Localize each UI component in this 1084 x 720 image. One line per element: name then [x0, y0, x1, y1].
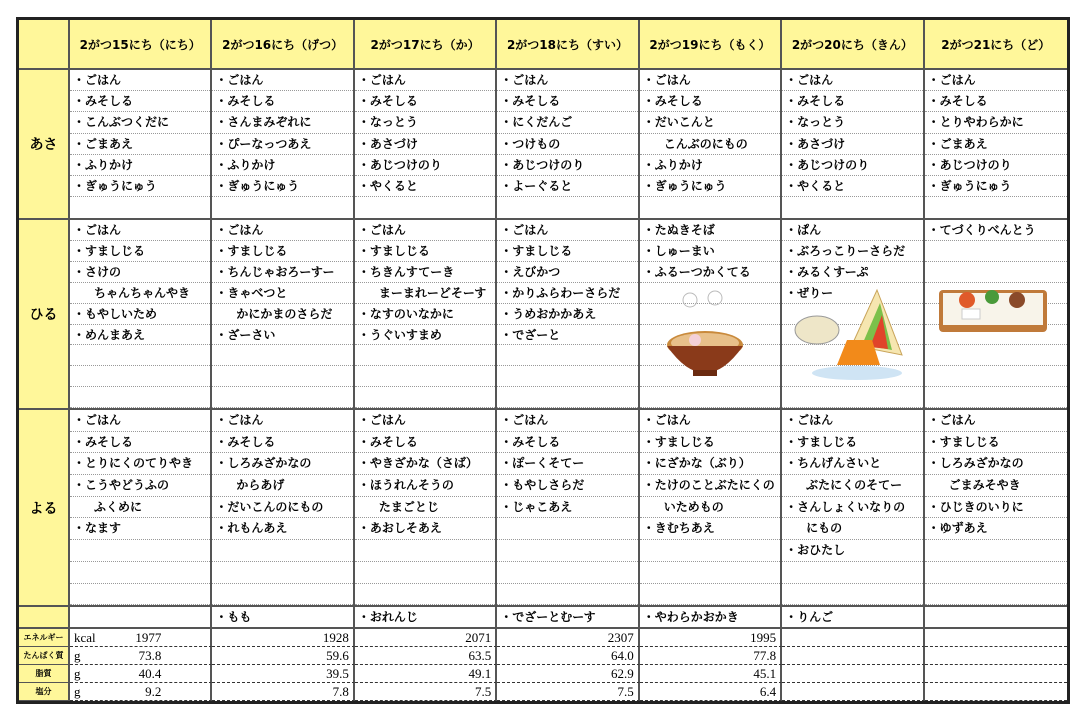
nutrition-number: 6.4	[759, 684, 777, 699]
empty-line	[355, 197, 495, 218]
nutrition-number: 45.1	[753, 666, 777, 681]
empty-line	[640, 540, 780, 562]
empty-line	[925, 345, 1067, 366]
dessert-cell	[640, 607, 782, 629]
menu-item: ・ごはん	[497, 70, 637, 91]
menu-item: ・めんまあえ	[70, 325, 210, 346]
menu-item: ・にざかな（ぶり）	[640, 453, 780, 475]
menu-cell	[782, 410, 924, 607]
meal-label: よる	[19, 410, 70, 607]
menu-item: ・ふりかけ	[640, 155, 780, 176]
menu-item: ・あじつけのり	[782, 155, 922, 176]
menu-item: ・おひたし	[782, 540, 922, 562]
empty-line	[497, 562, 637, 584]
dessert-item: ・りんご	[785, 610, 834, 624]
empty-line	[70, 387, 210, 408]
menu-item: ・すましじる	[782, 432, 922, 454]
sandwich-soup-jelly-illustration	[792, 285, 912, 389]
empty-line	[70, 584, 210, 606]
menu-item: ・みそしる	[70, 432, 210, 454]
unit-label: g	[74, 684, 81, 699]
day-header: 2がつ16にち（げつ）	[212, 20, 354, 70]
dessert-item: ・もも	[215, 610, 252, 624]
nutrition-number: 63.5	[468, 648, 492, 663]
empty-line	[497, 345, 637, 366]
menu-item: ・さんしょくいなりの	[782, 497, 922, 519]
menu-item: ・ちんじゃおろーすー	[212, 262, 352, 283]
menu-item: ・ふるーつかくてる	[640, 262, 780, 283]
menu-item: ・ごはん	[212, 70, 352, 91]
menu-item: まーまれーどそーす	[355, 283, 495, 304]
empty-line	[497, 540, 637, 562]
empty-line	[640, 197, 780, 218]
nutrition-number: 9.2	[145, 684, 162, 699]
nutrition-number: 7.8	[332, 684, 349, 699]
menu-item: ・すましじる	[925, 432, 1067, 454]
nutrition-value	[640, 647, 782, 665]
menu-item: ぶたにくのそてー	[782, 475, 922, 497]
menu-item: ・みそしる	[782, 91, 922, 112]
menu-cell	[70, 410, 212, 607]
empty-line	[355, 366, 495, 387]
bento-box-illustration	[937, 275, 1049, 344]
menu-item: ・すましじる	[497, 241, 637, 262]
empty-line	[925, 366, 1067, 387]
menu-item: ・ごはん	[355, 70, 495, 91]
menu-cell	[212, 70, 354, 220]
menu-item: ・なます	[70, 518, 210, 540]
unit-label: kcal	[74, 630, 96, 645]
empty-line	[640, 562, 780, 584]
menu-item: ・みそしる	[355, 91, 495, 112]
menu-item: ・ごはん	[70, 220, 210, 241]
nutrition-value	[497, 629, 639, 647]
nutrition-value	[925, 665, 1067, 683]
unit-label: g	[74, 648, 81, 663]
menu-item: ・ごはん	[925, 410, 1067, 432]
menu-item: ・えびかつ	[497, 262, 637, 283]
nutrition-value	[925, 647, 1067, 665]
empty-line	[925, 584, 1067, 606]
nutrition-label: 塩分	[19, 683, 70, 701]
empty-line	[355, 584, 495, 606]
menu-item: ・ごはん	[355, 410, 495, 432]
menu-cell	[497, 70, 639, 220]
menu-item: ・さんまみぞれに	[212, 112, 352, 133]
empty-line	[355, 562, 495, 584]
menu-item: ・ぜりー	[782, 283, 922, 304]
empty-line	[925, 540, 1067, 562]
nutrition-value	[70, 683, 212, 701]
menu-cell	[925, 410, 1067, 607]
menu-item: ・ごまあえ	[70, 134, 210, 155]
menu-item: ・ざーさい	[212, 325, 352, 346]
nutrition-value	[782, 665, 924, 683]
nutrition-value	[212, 629, 354, 647]
menu-item: ・れもんあえ	[212, 518, 352, 540]
meal-label: ひる	[19, 220, 70, 410]
empty-line	[70, 366, 210, 387]
menu-item: ・みそしる	[497, 432, 637, 454]
menu-item: ・ごはん	[497, 410, 637, 432]
menu-item: ・あじつけのり	[925, 155, 1067, 176]
menu-cell	[640, 410, 782, 607]
menu-item: ・ぶろっこりーさらだ	[782, 241, 922, 262]
menu-item: ・ごはん	[640, 70, 780, 91]
dessert-label	[19, 607, 70, 629]
menu-cell	[640, 220, 782, 410]
menu-item: ・ぎゅうにゅう	[640, 176, 780, 197]
menu-item: にもの	[782, 518, 922, 540]
empty-line	[497, 584, 637, 606]
day-header: 2がつ18にち（すい）	[497, 20, 639, 70]
empty-line	[212, 387, 352, 408]
menu-item: ・きゃべつと	[212, 283, 352, 304]
menu-cell	[212, 410, 354, 607]
day-header: 2がつ15にち（にち）	[70, 20, 212, 70]
menu-item: ・つけもの	[497, 134, 637, 155]
menu-item: ・ちきんすてーき	[355, 262, 495, 283]
nutrition-number: 73.8	[138, 648, 162, 663]
dessert-cell	[355, 607, 497, 629]
menu-item: ・よーぐると	[497, 176, 637, 197]
nutrition-label: 脂質	[19, 665, 70, 683]
nutrition-label: たんぱく質	[19, 647, 70, 665]
nutrition-value	[497, 665, 639, 683]
menu-item: ・やくると	[782, 176, 922, 197]
menu-item: ・なっとう	[355, 112, 495, 133]
menu-item: ・すましじる	[212, 241, 352, 262]
menu-item: ・ごまあえ	[925, 134, 1067, 155]
empty-line	[212, 562, 352, 584]
menu-item: ・ふりかけ	[70, 155, 210, 176]
empty-line	[925, 562, 1067, 584]
menu-item: ・もやしさらだ	[497, 475, 637, 497]
nutrition-value	[497, 647, 639, 665]
menu-item: ・ふりかけ	[212, 155, 352, 176]
menu-item: からあげ	[212, 475, 352, 497]
empty-line	[212, 366, 352, 387]
dessert-item: ・やわらかおかき	[642, 610, 739, 624]
empty-line	[640, 387, 780, 408]
menu-item: ・ぽーくそてー	[497, 453, 637, 475]
menu-item: ・ぎゅうにゅう	[70, 176, 210, 197]
nutrition-value	[70, 647, 212, 665]
menu-item: ・あさづけ	[355, 134, 495, 155]
nutrition-number: 1928	[322, 630, 349, 645]
nutrition-number: 2307	[607, 630, 634, 645]
menu-item: ごまみそやき	[925, 475, 1067, 497]
menu-item: ・みそしる	[640, 91, 780, 112]
nutrition-value	[782, 683, 924, 701]
menu-item: ・てづくりべんとう	[925, 220, 1067, 241]
nutrition-number: 1977	[135, 630, 162, 645]
nutrition-number: 49.1	[468, 666, 492, 681]
dessert-cell	[212, 607, 354, 629]
empty-line	[497, 518, 637, 540]
dessert-cell	[782, 607, 924, 629]
menu-item: ・きむちあえ	[640, 518, 780, 540]
menu-item: ・とりにくのてりやき	[70, 453, 210, 475]
corner-cell	[19, 20, 70, 70]
menu-item: こんぶのにもの	[640, 134, 780, 155]
empty-line	[925, 387, 1067, 408]
empty-line	[782, 562, 922, 584]
dessert-item: ・でざーとむーす	[500, 610, 596, 624]
menu-item: ・あさづけ	[782, 134, 922, 155]
menu-cell	[782, 70, 924, 220]
menu-item: ・こうやどうふの	[70, 475, 210, 497]
menu-item: ・ごはん	[212, 220, 352, 241]
nutrition-value	[640, 665, 782, 683]
nutrition-value	[355, 683, 497, 701]
menu-item: ふくめに	[70, 497, 210, 519]
empty-line	[355, 345, 495, 366]
menu-item: ・じゃこあえ	[497, 497, 637, 519]
nutrition-value	[640, 683, 782, 701]
dessert-cell	[70, 607, 212, 629]
menu-item: ・やくると	[355, 176, 495, 197]
menu-item: かにかまのさらだ	[212, 304, 352, 325]
menu-cell	[497, 220, 639, 410]
nutrition-number: 2071	[465, 630, 492, 645]
menu-item: ・みそしる	[212, 432, 352, 454]
menu-item: ・ぎゅうにゅう	[212, 176, 352, 197]
empty-line	[212, 540, 352, 562]
menu-item: ・ごはん	[355, 220, 495, 241]
menu-item: ・ごはん	[497, 220, 637, 241]
menu-cell	[70, 70, 212, 220]
nutrition-value	[212, 683, 354, 701]
menu-item: ・あじつけのり	[497, 155, 637, 176]
nutrition-value	[355, 647, 497, 665]
empty-line	[212, 584, 352, 606]
menu-item: ・でざーと	[497, 325, 637, 346]
menu-item: ・ごはん	[212, 410, 352, 432]
day-header: 2がつ21にち（ど）	[925, 20, 1067, 70]
menu-item: ・みそしる	[497, 91, 637, 112]
nutrition-value	[782, 647, 924, 665]
nutrition-number: 1995	[750, 630, 777, 645]
empty-line	[212, 345, 352, 366]
menu-cell	[925, 220, 1067, 410]
menu-item: ・ごはん	[70, 70, 210, 91]
menu-item: いためもの	[640, 497, 780, 519]
nutrition-number: 40.4	[138, 666, 162, 681]
menu-item: ・こんぶつくだに	[70, 112, 210, 133]
menu-item: ・うめおかかあえ	[497, 304, 637, 325]
menu-cell	[497, 410, 639, 607]
empty-line	[70, 345, 210, 366]
menu-cell	[782, 220, 924, 410]
empty-line	[925, 197, 1067, 218]
empty-line	[70, 197, 210, 218]
nutrition-label: エネルギー	[19, 629, 70, 647]
empty-line	[782, 197, 922, 218]
day-header: 2がつ17にち（か）	[355, 20, 497, 70]
menu-cell	[212, 220, 354, 410]
menu-table	[16, 17, 1070, 704]
menu-item: ・ごはん	[782, 410, 922, 432]
menu-item: ・みそしる	[70, 91, 210, 112]
menu-item: ・ぎゅうにゅう	[925, 176, 1067, 197]
dessert-cell	[497, 607, 639, 629]
meal-label: あさ	[19, 70, 70, 220]
nutrition-value	[925, 629, 1067, 647]
nutrition-value	[212, 647, 354, 665]
menu-cell	[640, 70, 782, 220]
empty-line	[782, 584, 922, 606]
nutrition-value	[925, 683, 1067, 701]
menu-item: ・しろみざかなの	[212, 453, 352, 475]
menu-item: ・みるくすーぷ	[782, 262, 922, 283]
menu-cell	[355, 410, 497, 607]
empty-line	[355, 540, 495, 562]
menu-item: ・みそしる	[925, 91, 1067, 112]
empty-line	[212, 197, 352, 218]
menu-item: ・さけの	[70, 262, 210, 283]
nutrition-value	[355, 629, 497, 647]
dessert-cell	[925, 607, 1067, 629]
nutrition-value	[70, 665, 212, 683]
nutrition-number: 62.9	[610, 666, 634, 681]
menu-item: ・みそしる	[355, 432, 495, 454]
empty-line	[497, 366, 637, 387]
menu-item: ・もやしいため	[70, 304, 210, 325]
nutrition-value	[70, 629, 212, 647]
menu-item: ・ぱん	[782, 220, 922, 241]
menu-item: ・たけのことぶたにくの	[640, 475, 780, 497]
menu-item: ・やきざかな（さば）	[355, 453, 495, 475]
nutrition-number: 39.5	[326, 666, 349, 681]
menu-item: たまごとじ	[355, 497, 495, 519]
menu-item: ・にくだんご	[497, 112, 637, 133]
nutrition-value	[640, 629, 782, 647]
menu-item: ・あじつけのり	[355, 155, 495, 176]
menu-item: ・うぐいすまめ	[355, 325, 495, 346]
menu-item: ・ぴーなっつあえ	[212, 134, 352, 155]
nutrition-value	[782, 629, 924, 647]
menu-item: ・すましじる	[355, 241, 495, 262]
empty-line	[782, 387, 922, 408]
empty-line	[497, 387, 637, 408]
menu-item: ・ちんげんさいと	[782, 453, 922, 475]
menu-item: ・すましじる	[640, 432, 780, 454]
empty-line	[497, 197, 637, 218]
menu-item: ・ひじきのいりに	[925, 497, 1067, 519]
day-header: 2がつ20にち（きん）	[782, 20, 924, 70]
menu-item: ・ゆずあえ	[925, 518, 1067, 540]
nutrition-number: 7.5	[475, 684, 492, 699]
empty-line	[925, 241, 1067, 262]
menu-item: ・すましじる	[70, 241, 210, 262]
empty-line	[70, 540, 210, 562]
menu-cell	[925, 70, 1067, 220]
unit-label: g	[74, 666, 81, 681]
nutrition-number: 77.8	[753, 648, 777, 663]
menu-cell	[355, 70, 497, 220]
menu-item: ・とりやわらかに	[925, 112, 1067, 133]
nutrition-value	[497, 683, 639, 701]
menu-item: ・かりふらわーさらだ	[497, 283, 637, 304]
empty-line	[70, 562, 210, 584]
nutrition-value	[355, 665, 497, 683]
menu-item: ・なすのいなかに	[355, 304, 495, 325]
menu-item: ・みそしる	[212, 91, 352, 112]
dessert-item: ・おれんじ	[357, 610, 418, 624]
nutrition-value	[212, 665, 354, 683]
menu-item: ・だいこんのにもの	[212, 497, 352, 519]
empty-line	[640, 584, 780, 606]
noodle-bowl-illustration	[665, 290, 745, 389]
menu-item: ・ごはん	[640, 410, 780, 432]
nutrition-number: 64.0	[610, 648, 634, 663]
empty-line	[355, 387, 495, 408]
menu-item: ・なっとう	[782, 112, 922, 133]
menu-item: ちゃんちゃんやき	[70, 283, 210, 304]
menu-item: ・たぬきそば	[640, 220, 780, 241]
menu-item: ・ほうれんそうの	[355, 475, 495, 497]
menu-item: ・しろみざかなの	[925, 453, 1067, 475]
menu-item: ・だいこんと	[640, 112, 780, 133]
nutrition-number: 7.5	[617, 684, 634, 699]
menu-item: ・しゅーまい	[640, 241, 780, 262]
menu-cell	[355, 220, 497, 410]
menu-item: ・あおしそあえ	[355, 518, 495, 540]
menu-cell	[70, 220, 212, 410]
nutrition-number: 59.6	[326, 648, 349, 663]
day-header: 2がつ19にち（もく）	[640, 20, 782, 70]
menu-item: ・ごはん	[782, 70, 922, 91]
menu-item: ・ごはん	[925, 70, 1067, 91]
menu-item: ・ごはん	[70, 410, 210, 432]
